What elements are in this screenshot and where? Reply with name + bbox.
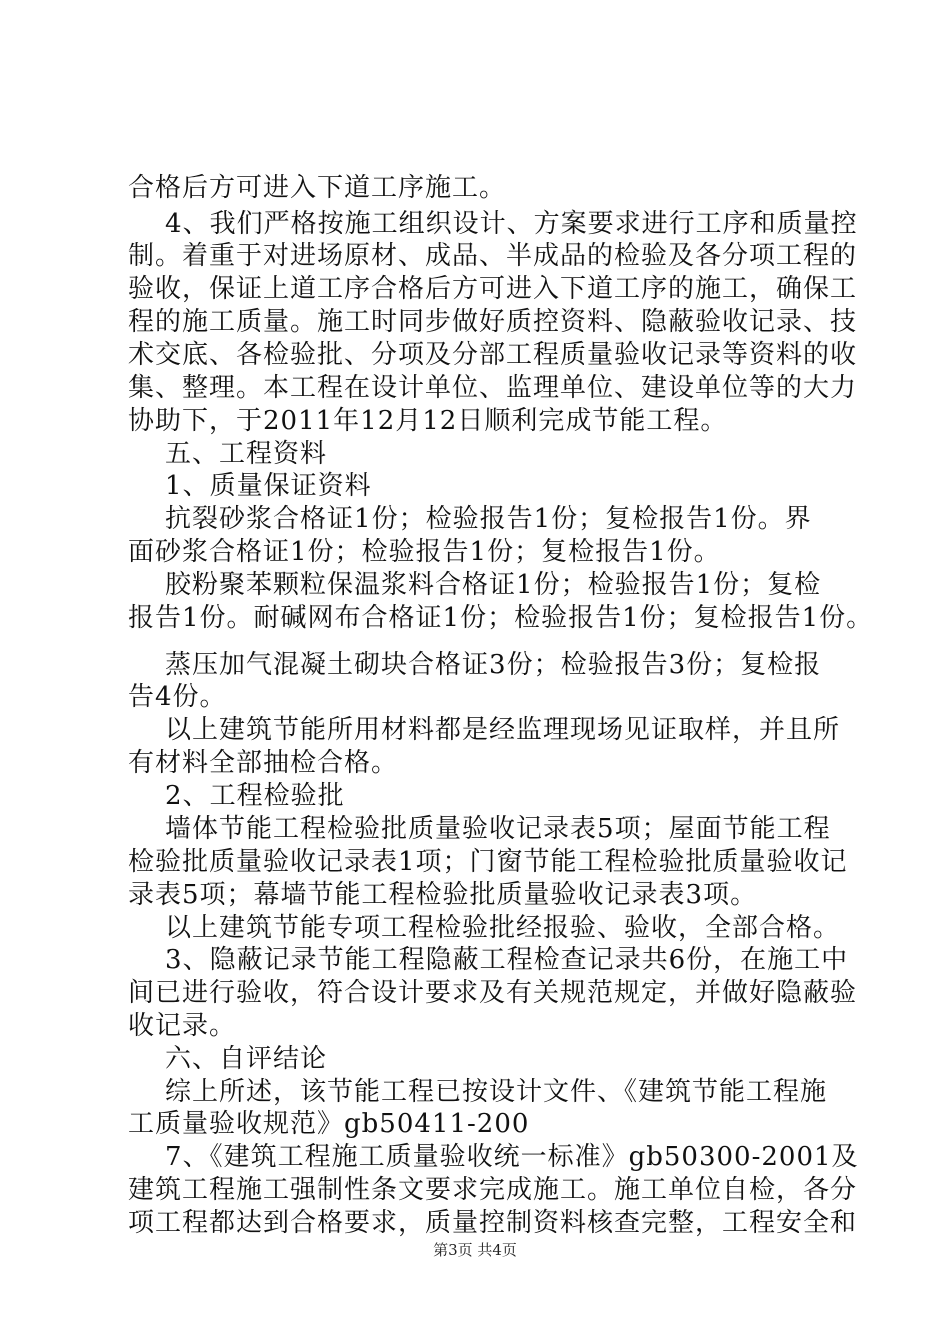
body-line: 墙体节能工程检验批质量验收记录表5项；屋面节能工程 [128,814,831,844]
body-line: 面砂浆合格证1份；检验报告1份；复检报告1份。 [128,537,721,567]
body-line: 验收，保证上道工序合格后方可进入下道工序的施工，确保工 [128,274,858,304]
body-line: 项工程都达到合格要求，质量控制资料核查完整，工程安全和 [128,1208,858,1238]
body-line: 7、《建筑工程施工质量验收统一标准》gb50300-2001及 [128,1142,859,1172]
section-heading: 五、工程资料 [128,439,328,469]
body-line: 胶粉聚苯颗粒保温浆料合格证1份；检验报告1份；复检 [128,570,822,600]
body-line: 工质量验收规范》gb50411-200 [128,1109,530,1139]
body-line: 综上所述，该节能工程已按设计文件、《建筑节能工程施 [128,1077,828,1107]
page-number-footer: 第3页 共4页 [433,1241,517,1259]
body-line: 以上建筑节能所用材料都是经监理现场见证取样，并且所 [128,715,841,745]
body-line: 报告1份。耐碱网布合格证1份；检验报告1份；复检报告1份。 [128,603,874,633]
body-line: 收记录。 [128,1011,237,1041]
body-line: 3、隐蔽记录节能工程隐蔽工程检查记录共6份，在施工中 [128,945,849,975]
body-line: 告4份。 [128,682,227,712]
body-line: 建筑工程施工强制性条文要求完成施工。施工单位自检，各分 [128,1175,858,1205]
body-line: 程的施工质量。施工时同步做好质控资料、隐蔽验收记录、技 [128,307,858,337]
body-line: 录表5项；幕墙节能工程检验批质量验收记录表3项。 [128,880,758,910]
body-line: 协助下，于2011年12月12日顺利完成节能工程。 [128,406,728,436]
body-line: 制。着重于对进场原材、成品、半成品的检验及各分项工程的 [128,241,858,271]
body-line: 检验批质量验收记录表1项；门窗节能工程检验批质量验收记 [128,847,848,877]
body-line: 以上建筑节能专项工程检验批经报验、验收，全部合格。 [128,913,841,943]
body-line: 蒸压加气混凝土砌块合格证3份；检验报告3份；复检报 [128,650,822,680]
body-line: 合格后方可进入下道工序施工。 [128,173,507,203]
subsection-heading: 2、工程检验批 [128,781,345,811]
body-line: 4、我们严格按施工组织设计、方案要求进行工序和质量控 [128,209,858,239]
body-line: 间已进行验收，符合设计要求及有关规范规定，并做好隐蔽验 [128,978,858,1008]
body-line: 抗裂砂浆合格证1份；检验报告1份；复检报告1份。界 [128,504,812,534]
body-line: 有材料全部抽检合格。 [128,748,399,778]
body-line: 集、整理。本工程在设计单位、监理单位、建设单位等的大力 [128,373,858,403]
subsection-heading: 1、质量保证资料 [128,471,372,501]
section-heading: 六、自评结论 [128,1044,328,1074]
body-line: 术交底、各检验批、分项及分部工程质量验收记录等资料的收 [128,340,858,370]
